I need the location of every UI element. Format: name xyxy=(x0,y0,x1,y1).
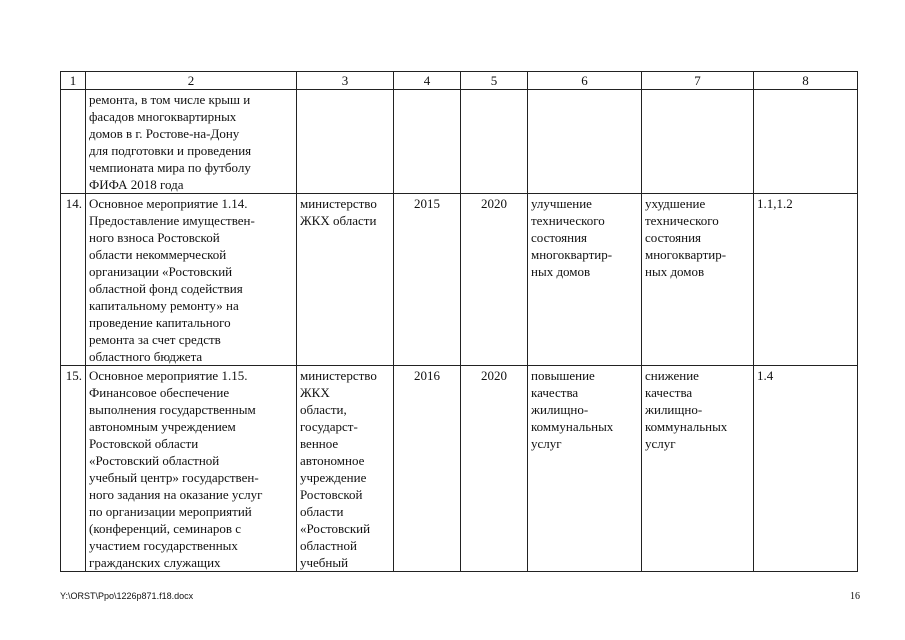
result-cell: повышение качества жилищно- коммунальных услуг xyxy=(528,366,642,572)
executor-cell xyxy=(297,90,394,194)
indicator-link-cell xyxy=(754,90,858,194)
start-year-cell: 2016 xyxy=(394,366,461,572)
row-number-cell: 14. xyxy=(61,194,86,366)
table-row xyxy=(61,194,858,366)
column-number: 8 xyxy=(754,72,858,90)
event-cell: Основное мероприятие 1.14. Предоставление имуществен- ного взноса Ростовской области некоммерческой организации «Ростовский областной фонд содействия капитальному ремонту» на проведение капитального ремонта за счет средств областного бюджета xyxy=(86,194,297,366)
column-number: 5 xyxy=(461,72,528,90)
column-number: 3 xyxy=(297,72,394,90)
column-number: 1 xyxy=(61,72,86,90)
table-row xyxy=(61,90,858,194)
measures-table xyxy=(60,71,858,572)
end-year-cell: 2020 xyxy=(461,366,528,572)
row-number-cell xyxy=(61,90,86,194)
executor-cell: министерство ЖКХ области xyxy=(297,194,394,366)
event-cell: ремонта, в том числе крыш и фасадов многоквартирных домов в г. Ростове-на-Дону для подготовки и проведения чемпионата мира по футболу ФИФА 2018 года xyxy=(86,90,297,194)
column-number: 6 xyxy=(528,72,642,90)
result-cell: улучшение технического состояния многоквартир- ных домов xyxy=(528,194,642,366)
document-file-path: Y:\ORST\Ppo\1226p871.f18.docx xyxy=(60,591,194,601)
column-number-row xyxy=(61,72,858,90)
indicator-link-cell: 1.4 xyxy=(754,366,858,572)
start-year-cell xyxy=(394,90,461,194)
consequence-cell xyxy=(642,90,754,194)
column-number: 2 xyxy=(86,72,297,90)
consequence-cell: ухудшение технического состояния многоквартир- ных домов xyxy=(642,194,754,366)
table-row xyxy=(61,366,858,572)
end-year-cell xyxy=(461,90,528,194)
row-number-cell: 15. xyxy=(61,366,86,572)
executor-cell: министерство ЖКХ области, государст- венное автономное учреждение Ростовской области «Ростовский областной учебный xyxy=(297,366,394,572)
start-year-cell: 2015 xyxy=(394,194,461,366)
end-year-cell: 2020 xyxy=(461,194,528,366)
column-number: 7 xyxy=(642,72,754,90)
column-number: 4 xyxy=(394,72,461,90)
event-cell: Основное мероприятие 1.15. Финансовое обеспечение выполнения государственным автономным учреждением Ростовской области «Ростовский областной учебный центр» государствен- ного задания на оказание услуг по организации мероприятий (конференций, семинаров с участием государственных гражданских служащих xyxy=(86,366,297,572)
consequence-cell: снижение качества жилищно- коммунальных услуг xyxy=(642,366,754,572)
page-number: 16 xyxy=(850,591,860,602)
indicator-link-cell: 1.1,1.2 xyxy=(754,194,858,366)
result-cell xyxy=(528,90,642,194)
